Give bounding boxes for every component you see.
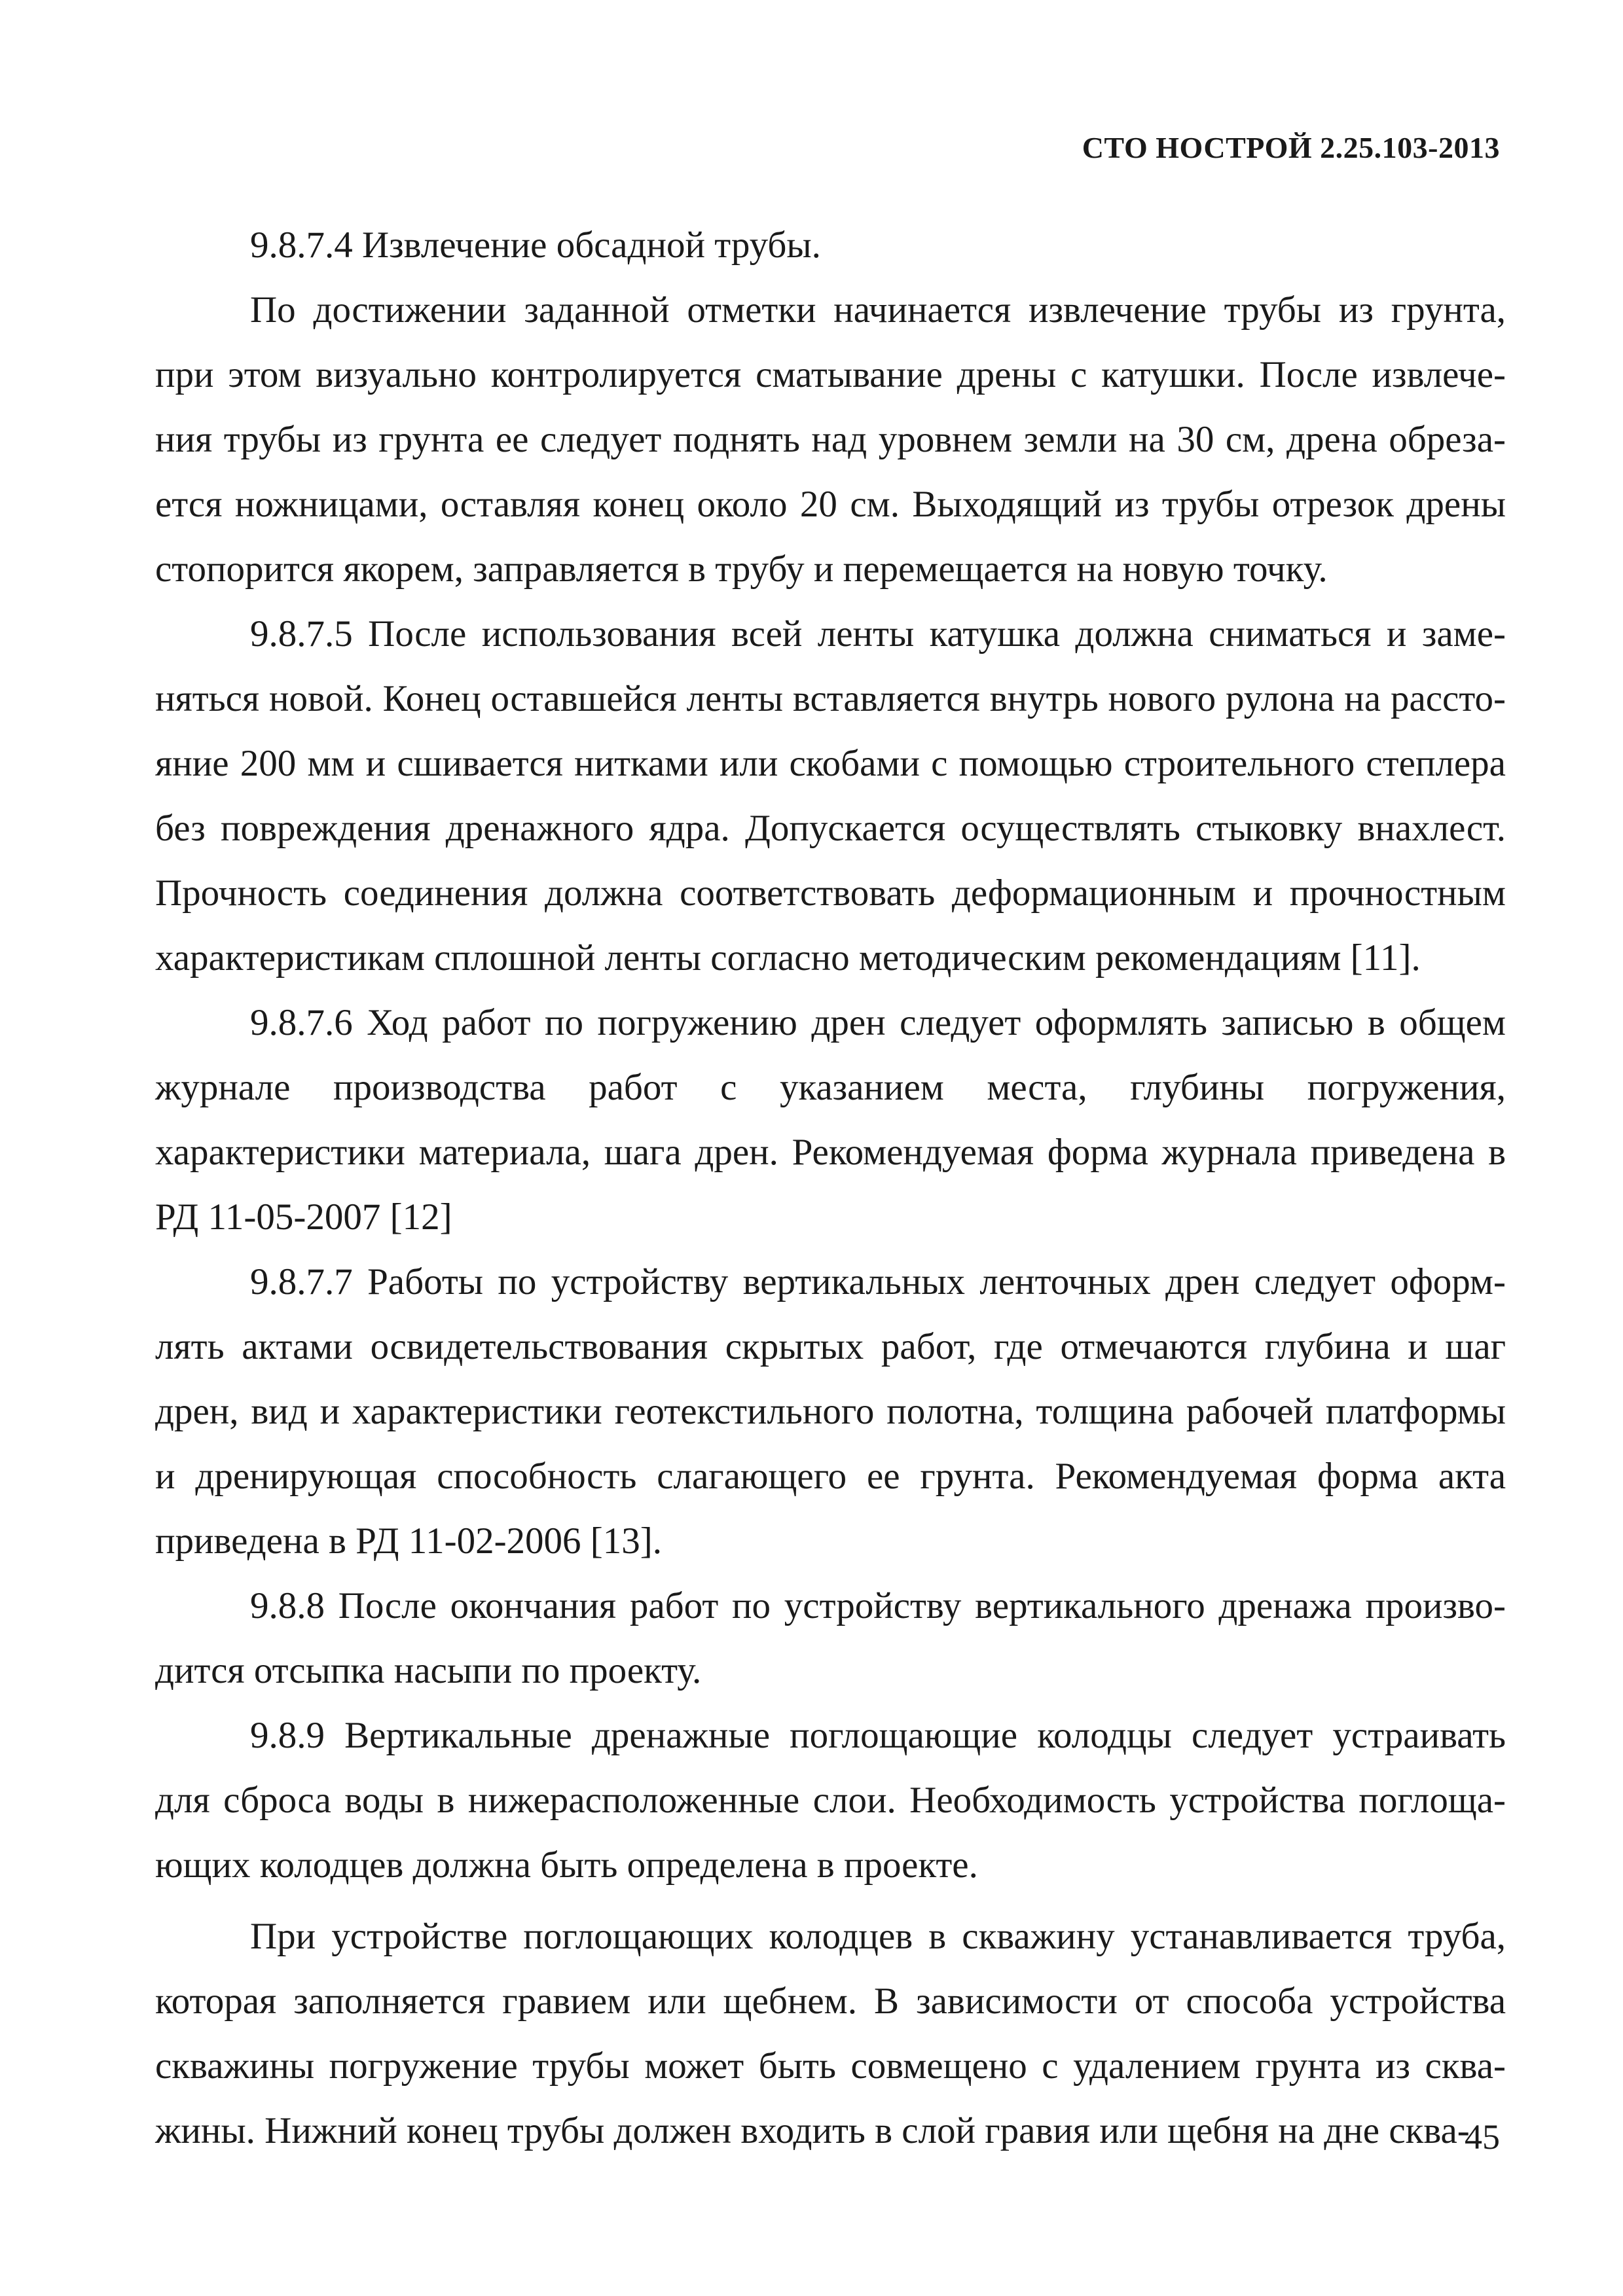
paragraph-absorbing-wells: При устройстве поглощающих колодцев в скважину устанавливается труба, которая заполняется гравием или щебнем. В зависимости от способа устройства скважины погружение трубы может быть совмещено с удалением грунта из скважины. Нижний конец трубы должен входить в слой гравия или щебня на дне сква- — [155, 1916, 1506, 2151]
paragraph-9-8-7-5: 9.8.7.5 После использования всей ленты катушка должна сниматься и заменяться новой. Конец оставшейся ленты вставляется внутрь нового рулона на расстояние 200 мм и сшивается нитками или скобами с помощью строительного степлера без повреждения дренажного ядра. Допускается осуществлять стыковку внахлест. Прочность соединения должна соответствовать деформационным и прочностным характеристикам сплошной ленты согласно методическим рекомендациям [11]. — [155, 613, 1506, 978]
paragraph-9-8-9: 9.8.9 Вертикальные дренажные поглощающие колодцы следует устраивать для сброса воды в нижерасположенные слои. Необходимость устройства поглощающих колодцев должна быть определена в проекте. — [155, 1715, 1506, 1886]
paragraph-casing-extraction: По достижении заданной отметки начинается извлечение трубы из грунта, при этом визуально контролируется сматывание дрены с катушки. После извлечения трубы из грунта ее следует поднять над уровнем земли на 30 см, дрена обрезается ножницами, оставляя конец около 20 см. Выходящий из трубы отрезок дрены стопорится якорем, заправляется в трубу и перемещается на новую точку. — [155, 289, 1506, 590]
document-body — [155, 213, 1506, 2163]
paragraph-9-8-7-6: 9.8.7.6 Ход работ по погружению дрен следует оформлять записью в общем журнале производства работ с указанием места, глубины погружения, характеристики материала, шага дрен. Рекомендуемая форма журнала приведена в РД 11-05-2007 [12] — [155, 1002, 1506, 1238]
paragraph-9-8-7-7: 9.8.7.7 Работы по устройству вертикальных ленточных дрен следует оформлять актами освидетельствования скрытых работ, где отмечаются глубина и шаг дрен, вид и характеристики геотекстильного полотна, толщина рабочей платформы и дренирующая способность слагающего ее грунта. Рекомендуемая форма акта приведена в РД 11-02-2006 [13]. — [155, 1261, 1506, 1562]
document-header-code: СТО НОСТРОЙ 2.25.103-2013 — [1082, 131, 1500, 164]
paragraph-9-8-7-4: 9.8.7.4 Извлечение обсадной трубы. — [250, 224, 821, 266]
page-number: 45 — [1465, 2117, 1500, 2157]
paragraph-9-8-8: 9.8.8 После окончания работ по устройству вертикального дренажа производится отсыпка насыпи по проекту. — [155, 1585, 1506, 1691]
